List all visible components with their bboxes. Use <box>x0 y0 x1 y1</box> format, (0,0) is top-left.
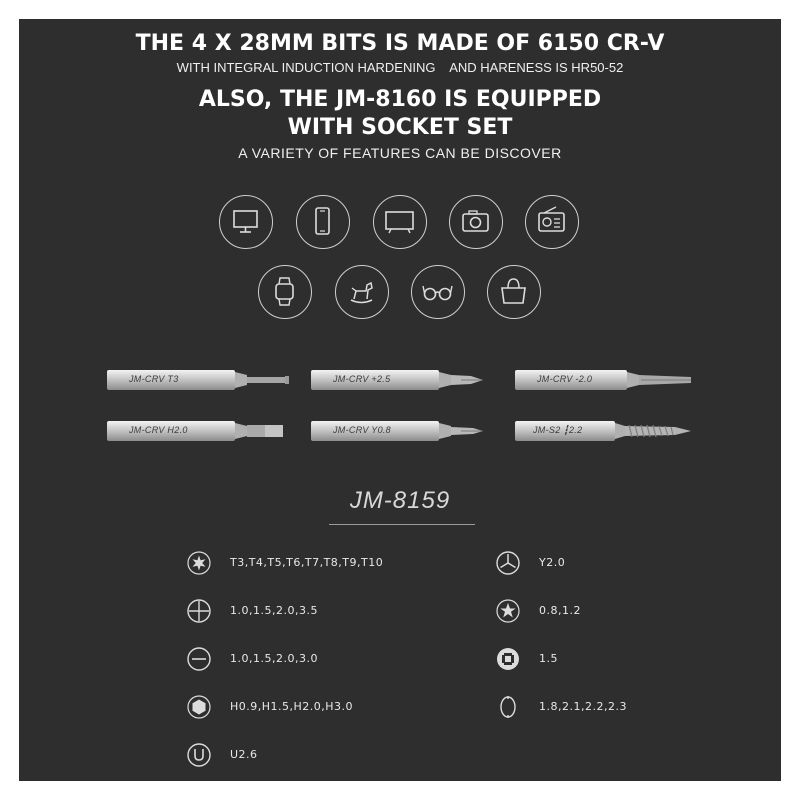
torx-icon <box>187 551 211 575</box>
subline-hardening: WITH INTEGRAL INDUCTION HARDENING AND HARENESS IS HR50-52 <box>176 60 624 75</box>
bit-label: JM-CRV +2.5 <box>333 374 391 384</box>
spec-value: 1.0,1.5,2.0,3.0 <box>230 652 318 665</box>
spec-value: U2.6 <box>230 748 258 761</box>
tri-wing-icon <box>496 551 520 575</box>
headline-equipped: ALSO, THE JM-8160 IS EQUIPPED <box>198 87 602 112</box>
product-panel <box>19 19 781 781</box>
slotted-icon <box>187 647 211 671</box>
headline-socket-set: WITH SOCKET SET <box>287 115 513 140</box>
spec-value: 1.5 <box>539 652 558 665</box>
bit-phillips-2-5 <box>311 367 491 397</box>
bit-label: JM-CRV H2.0 <box>129 425 188 435</box>
bit-label: JM-CRV T3 <box>129 374 179 384</box>
spec-value: 1.0,1.5,2.0,3.5 <box>230 604 318 617</box>
phillips-icon <box>187 599 211 623</box>
divider <box>329 524 475 525</box>
model-name: JM-8159 <box>349 487 451 514</box>
smartwatch-icon <box>258 265 312 319</box>
u-type-icon <box>187 743 211 767</box>
headline-bits: THE 4 X 28MM BITS IS MADE OF 6150 CR-V <box>135 31 665 56</box>
oval-icon <box>496 695 520 719</box>
handbag-icon <box>487 265 541 319</box>
bit-screw-2-2 <box>515 418 695 448</box>
bit-torx-t3 <box>107 367 297 397</box>
camera-icon <box>449 195 503 249</box>
spec-value: T3,T4,T5,T6,T7,T8,T9,T10 <box>230 556 384 569</box>
hex-icon <box>187 695 211 719</box>
spec-value: Y2.0 <box>539 556 566 569</box>
spec-value: 1.8,2.1,2.2,2.3 <box>539 700 627 713</box>
glasses-icon <box>411 265 465 319</box>
bit-label: JM-S2 ┇2.2 <box>533 425 583 435</box>
monitor-icon <box>219 195 273 249</box>
subline-features: A VARIETY OF FEATURES CAN BE DISCOVER <box>238 145 562 161</box>
bit-label: JM-CRV -2.0 <box>537 374 593 384</box>
bit-hex-h2-0 <box>107 418 297 448</box>
pentalobe-icon <box>496 599 520 623</box>
cross-square-icon <box>496 647 520 671</box>
rocking-horse-icon <box>335 265 389 319</box>
bit-label: JM-CRV Y0.8 <box>333 425 391 435</box>
bit-tri-wing-y0-8 <box>311 418 491 448</box>
bit-slotted-2-0 <box>515 367 695 397</box>
radio-icon <box>525 195 579 249</box>
smartphone-icon <box>296 195 350 249</box>
spec-value: H0.9,H1.5,H2.0,H3.0 <box>230 700 354 713</box>
spec-value: 0.8,1.2 <box>539 604 581 617</box>
tv-icon <box>373 195 427 249</box>
